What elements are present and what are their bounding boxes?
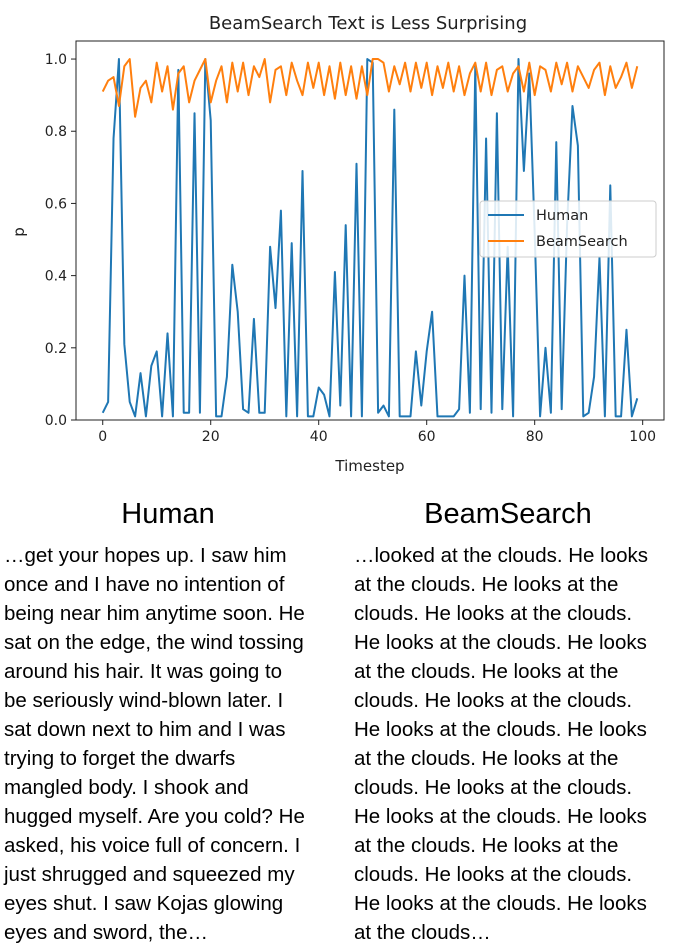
x-tick-label: 20 (201, 429, 220, 445)
x-tick-label: 100 (629, 429, 657, 445)
y-tick-label: 0.6 (44, 196, 67, 213)
y-tick-label: 0.2 (44, 340, 67, 357)
y-tick-label: 1.0 (44, 52, 67, 69)
legend-label-beamsearch: BeamSearch (536, 234, 628, 250)
x-axis-label: Timestep (335, 457, 405, 475)
x-tick-label: 60 (417, 429, 436, 445)
legend (480, 201, 656, 257)
y-axis-label: p (10, 227, 28, 237)
human-sample-text: …get your hopes up. I saw him once and I have no intention of being near him anytime soon. He sat on the edge, the wind tossing around his hair. It was going to be seriously wind-blown later. I sat down next to him and I was trying to forget the dwarfs mangled body. I shook and hugged myself. Are you cold? He asked, his voice full of concern. I just shrugged and squeezed my eyes shut. I saw Kojas glowing eyes and sword, the… (4, 544, 305, 944)
x-tick-label: 80 (525, 429, 544, 445)
x-tick-label: 40 (309, 429, 328, 445)
y-tick-label: 0.4 (44, 268, 67, 285)
y-tick-label: 0.0 (44, 413, 67, 429)
beamsearch-column-title: BeamSearch (424, 498, 592, 530)
x-tick-label: 0 (98, 429, 108, 445)
chart-title: BeamSearch Text is Less Surprising (208, 13, 528, 34)
beamsearch-sample-text: …looked at the clouds. He looks at the clouds. He looks at the clouds. He looks at the clouds. He looks at the clouds. He looks at the clouds. He looks at the clouds. He looks at the clouds. He looks at the clouds. He looks at the clouds. He looks at the clouds. He looks at the clouds. He looks at the clouds. He looks at the clouds. He looks at the clouds. He looks at the clouds. He looks at the clouds. He looks at the clouds… (354, 544, 648, 944)
legend-label-human: Human (536, 208, 589, 224)
y-tick-label: 0.8 (44, 124, 67, 141)
human-column-title: Human (121, 498, 215, 530)
series-line-beamsearch (103, 59, 638, 117)
